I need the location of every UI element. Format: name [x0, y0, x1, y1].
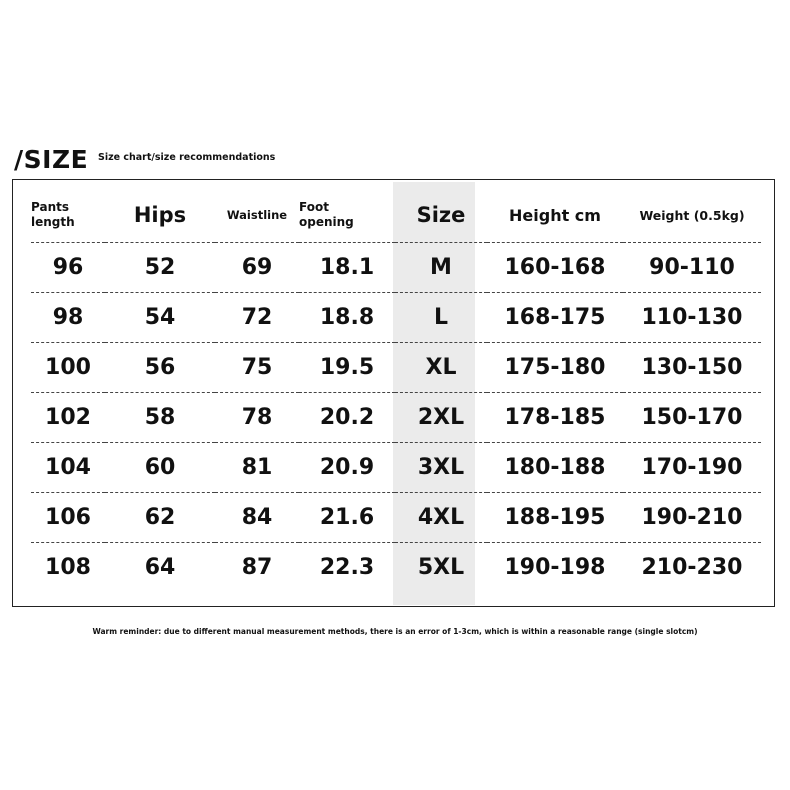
cell-waistline: 78 [215, 393, 299, 443]
cell-weight: 110-130 [623, 293, 761, 343]
cell-size: L [395, 293, 487, 343]
cell-foot-opening: 20.2 [299, 393, 395, 443]
cell-foot-opening: 18.8 [299, 293, 395, 343]
cell-waistline: 72 [215, 293, 299, 343]
table-row [31, 243, 761, 293]
cell-hips: 52 [105, 243, 215, 293]
cell-foot-opening: 21.6 [299, 493, 395, 543]
cell-hips: 54 [105, 293, 215, 343]
table-body [31, 243, 761, 593]
cell-pants-length: 96 [31, 243, 105, 293]
cell-height: 180-188 [487, 443, 623, 493]
cell-weight: 170-190 [623, 443, 761, 493]
cell-hips: 56 [105, 343, 215, 393]
cell-waistline: 84 [215, 493, 299, 543]
header-foot-opening: Foot opening [299, 188, 395, 243]
cell-waistline: 81 [215, 443, 299, 493]
cell-hips: 62 [105, 493, 215, 543]
cell-weight: 210-230 [641, 555, 743, 580]
cell-height: 175-180 [487, 343, 623, 393]
cell-waistline: 69 [215, 243, 299, 293]
cell-hips: 64 [144, 555, 176, 580]
cell-size: 4XL [395, 493, 487, 543]
cell-weight: 190-210 [623, 493, 761, 543]
header-hips: Hips [105, 188, 215, 243]
header-weight: Weight (0.5kg) [623, 188, 761, 243]
cell-size: 5XL [417, 555, 465, 580]
cell-weight: 150-170 [623, 393, 761, 443]
cell-waistline: 87 [241, 555, 273, 580]
cell-height: 160-168 [487, 243, 623, 293]
cell-height: 178-185 [487, 393, 623, 443]
warm-reminder-footnote: Warm reminder: due to different manual measurement methods, there is an error of 1-3cm, which is within a reasonable range (single slotcm) [92, 627, 698, 636]
cell-height: 188-195 [487, 493, 623, 543]
table-row [31, 543, 761, 593]
cell-hips: 60 [105, 443, 215, 493]
cell-foot-opening: 20.9 [299, 443, 395, 493]
cell-pants-length: 108 [45, 555, 91, 580]
size-chart-box [12, 179, 775, 607]
table-row [31, 293, 761, 343]
cell-size: XL [395, 343, 487, 393]
cell-size: 3XL [395, 443, 487, 493]
size-table [31, 188, 761, 592]
cell-pants-length: 100 [31, 343, 105, 393]
table-row [31, 443, 761, 493]
cell-waistline: 75 [215, 343, 299, 393]
page-subtitle: Size chart/size recommendations [98, 152, 276, 163]
table-row [31, 493, 761, 543]
cell-foot-opening: 22.3 [319, 555, 375, 580]
cell-hips: 58 [105, 393, 215, 443]
cell-foot-opening: 18.1 [299, 243, 395, 293]
header-waistline: Waistline [215, 188, 299, 243]
cell-weight: 130-150 [623, 343, 761, 393]
cell-foot-opening: 19.5 [299, 343, 395, 393]
cell-pants-length: 106 [31, 493, 105, 543]
cell-size: M [395, 243, 487, 293]
table-row [31, 393, 761, 443]
table-row [31, 343, 761, 393]
cell-size: 2XL [395, 393, 487, 443]
header-pants-length: Pants length [31, 188, 105, 243]
cell-pants-length: 98 [31, 293, 105, 343]
header-height: Height cm [487, 188, 623, 243]
table-header-row [31, 188, 761, 243]
page-title: /SIZE [14, 145, 89, 174]
cell-pants-length: 104 [31, 443, 105, 493]
cell-pants-length: 102 [31, 393, 105, 443]
cell-height: 168-175 [487, 293, 623, 343]
cell-height: 190-198 [504, 555, 606, 580]
header-size: Size [395, 188, 487, 243]
cell-weight: 90-110 [623, 243, 761, 293]
